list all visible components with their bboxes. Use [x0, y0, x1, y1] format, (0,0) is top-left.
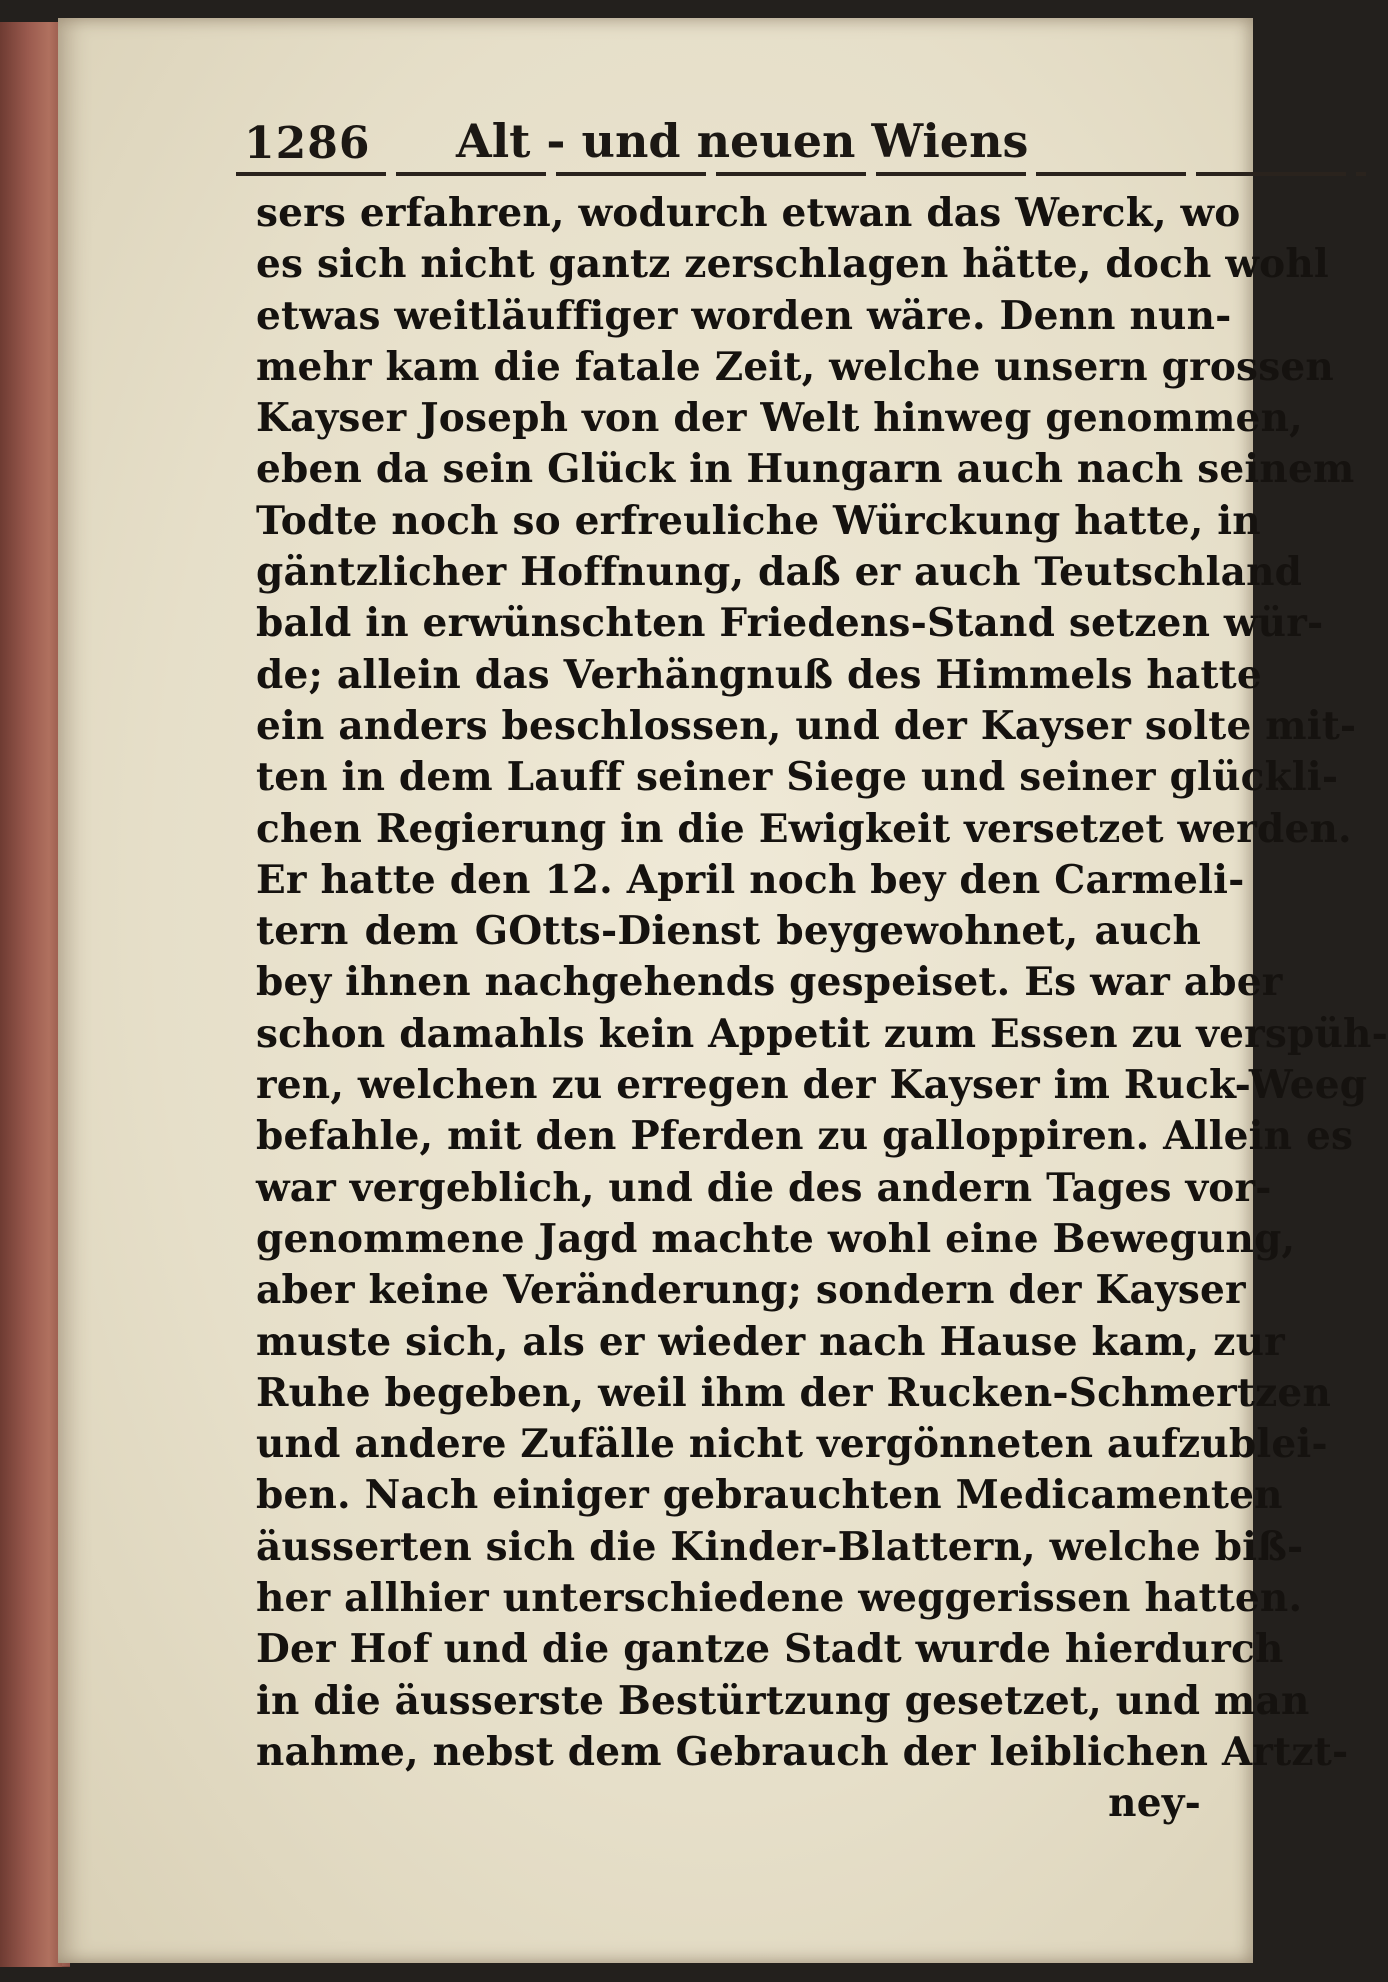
text-line: bald in erwünschten Friedens-Stand setzen wür- [256, 600, 1324, 647]
text-line: nahme, nebst dem Gebrauch der leiblichen Artzt- [256, 1728, 1349, 1775]
text-line: bey ihnen nachgehends gespeiset. Es war aber [256, 959, 1283, 1006]
text-line: Der Hof und die gantze Stadt wurde hierdurch [256, 1626, 1284, 1673]
text-line: ren, welchen zu erregen der Kayser im Ruck-Weeg [256, 1062, 1368, 1109]
text-line: schon damahls kein Appetit zum Essen zu verspüh- [256, 1010, 1388, 1057]
text-line: mehr kam die fatale Zeit, welche unsern grossen [256, 343, 1334, 390]
text-line: äusserten sich die Kinder-Blattern, welche biß- [256, 1523, 1304, 1570]
text-line: tern dem GOtts-Dienst beygewohnet, auch [256, 908, 1201, 955]
header-rule [236, 172, 1366, 176]
text-line: es sich nicht gantz zerschlagen hätte, doch wohl [256, 241, 1329, 288]
text-line: Todte noch so erfreuliche Würckung hatte, in [256, 497, 1261, 544]
text-line: muste sich, als er wieder nach Hause kam, zur [256, 1318, 1285, 1365]
text-line: sers erfahren, wodurch etwan das Werck, wo [256, 190, 1241, 236]
text-line: genommene Jagd machte wohl eine Bewegung, [256, 1215, 1296, 1262]
text-line: gäntzlicher Hoffnung, daß er auch Teutschland [256, 549, 1303, 596]
text-line: etwas weitläuffiger worden wäre. Denn nun- [256, 292, 1232, 339]
text-line: Er hatte den 12. April noch bey den Carmeli- [256, 856, 1245, 903]
text-line: ein anders beschlossen, und der Kayser solte mit- [256, 702, 1357, 749]
text-line: Kayser Joseph von der Welt hinweg genommen, [256, 395, 1303, 442]
text-line: befahle, mit den Pferden zu galloppiren. Allein es [256, 1113, 1354, 1160]
text-line: ten in dem Lauff seiner Siege und seiner glückli- [256, 754, 1339, 801]
catchword: ney- [1108, 1780, 1201, 1827]
text-line: war vergeblich, und die des andern Tages vor- [256, 1164, 1272, 1211]
text-line: aber keine Veränderung; sondern der Kayser [256, 1267, 1246, 1314]
page-number: 1286 [244, 118, 371, 169]
text-line: Ruhe begeben, weil ihm der Rucken-Schmertzen [256, 1369, 1331, 1416]
text-line: und andere Zufälle nicht vergönneten aufzublei- [256, 1421, 1328, 1468]
text-line: in die äusserste Bestürtzung gesetzet, und man [256, 1677, 1310, 1724]
text-line: her allhier unterschiedene weggerissen hatten. [256, 1575, 1303, 1622]
text-line: de; allein das Verhängnuß des Himmels hatte [256, 651, 1262, 698]
running-title: Alt - und neuen Wiens [456, 114, 1029, 168]
page-header [186, 100, 1186, 180]
text-line: eben da sein Glück in Hungarn auch nach seinem [256, 446, 1355, 493]
text-line: ben. Nach einiger gebrauchten Medicamenten [256, 1472, 1283, 1519]
body-text [256, 188, 1388, 1830]
text-line: chen Regierung in die Ewigkeit versetzet werden. [256, 805, 1352, 852]
